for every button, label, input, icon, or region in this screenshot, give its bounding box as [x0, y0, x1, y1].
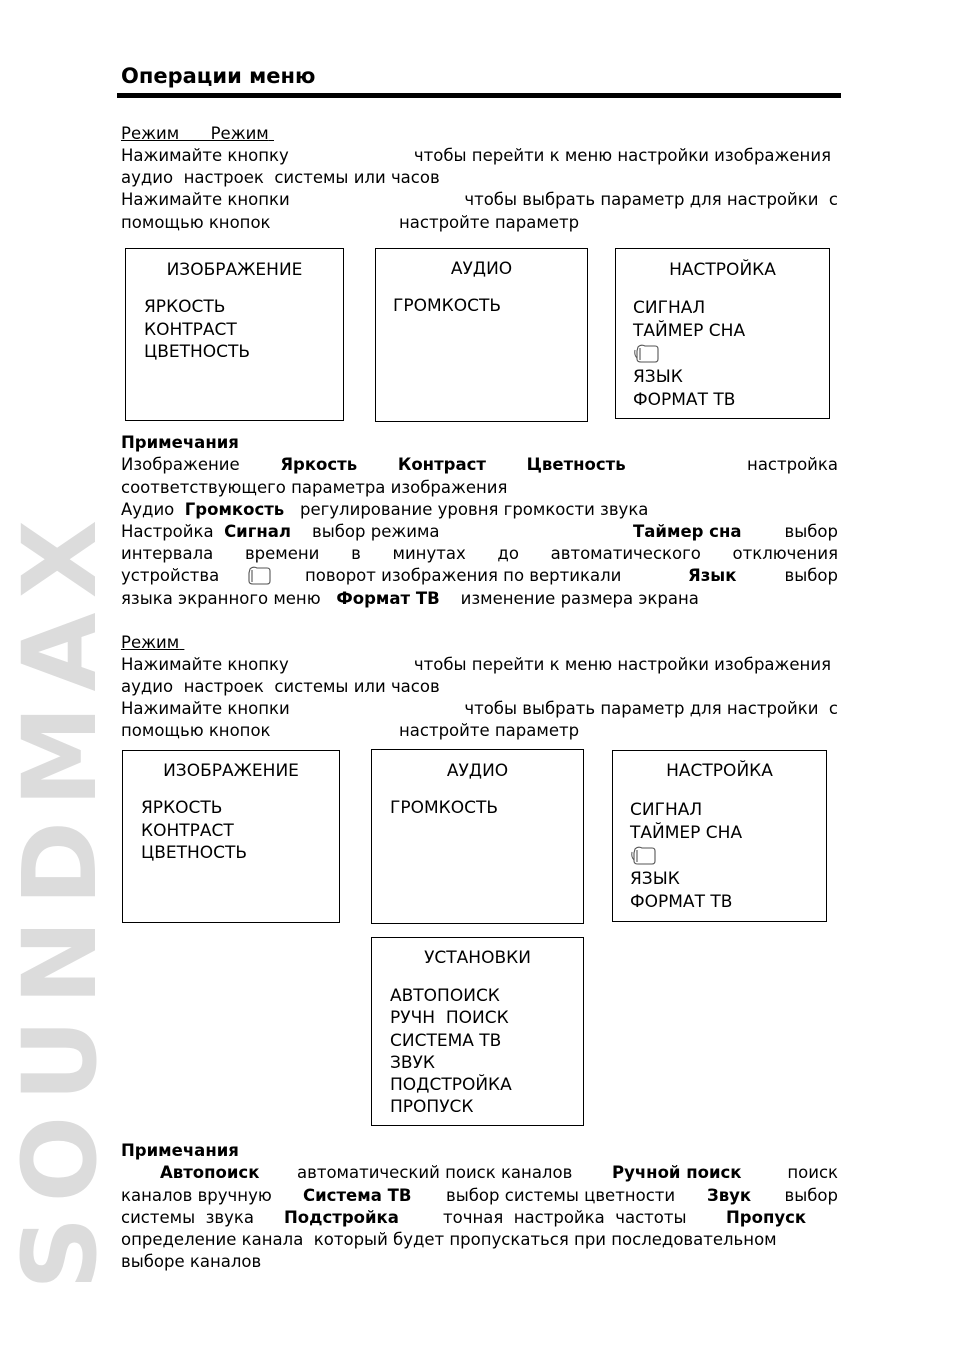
menu-item: КОНТРАСТ [141, 820, 234, 841]
menu-box-title: АУДИО [450, 259, 513, 279]
menu-box-title: НАСТРОЙКА [666, 761, 773, 781]
menu-item: ЯЗЫК [633, 367, 683, 387]
note-line: устройства поворот изображения по вертикали Язык выбор [121, 566, 838, 585]
menu-item: ЗВУК [390, 1052, 435, 1073]
instruction-line: Нажимайте кнопку чтобы перейти к меню настройки изображения [121, 655, 831, 674]
instruction-line: помощью кнопок настройте параметр [121, 213, 580, 232]
menu-item: ГРОМКОСТЬ [393, 296, 502, 316]
instruction-line: помощью кнопок настройте параметр [121, 721, 580, 740]
note-line: Аудио Громкость регулирование уровня громкости звука [121, 500, 649, 519]
menu-item: ЯЗЫК [630, 869, 680, 889]
note-line: языка экранного меню Формат ТВ изменение размера экрана [121, 589, 699, 608]
menu-box-settings [612, 750, 827, 922]
menu-box-title: АУДИО [446, 761, 509, 781]
menu-item: ЯРКОСТЬ [141, 798, 223, 818]
menu-item: СИГНАЛ [633, 298, 706, 318]
menu-item: ЦВЕТНОСТЬ [141, 843, 248, 863]
instruction-line: аудио настроек системы или часов [121, 168, 440, 187]
menu-item: КОНТРАСТ [144, 319, 237, 340]
note-line: Изображение Яркость Контраст Цветность настройка [121, 455, 838, 474]
note-line: каналов вручную Система ТВ выбор системы цветности Звук выбор [121, 1186, 838, 1205]
note-line: Настройка Сигнал выбор режима Таймер сна выбор [121, 522, 838, 541]
menu-item: ЦВЕТНОСТЬ [144, 342, 251, 362]
menu-item: ТАЙМЕР СНА [633, 320, 746, 341]
menu-box-audio [375, 248, 588, 422]
note-line: выборе каналов [121, 1252, 262, 1271]
brand-watermark: SOUNDMAX [1, 505, 120, 1290]
menu-item: ПРОПУСК [390, 1097, 474, 1118]
notes-heading: Примечания [121, 1141, 239, 1160]
menu-item: АВТОПОИСК [390, 986, 500, 1006]
mode-heading-1: Режим Режим [121, 124, 269, 143]
menu-box-title: НАСТРОЙКА [669, 260, 776, 280]
note-line: определение канала который будет пропускаться при последовательном [121, 1230, 777, 1249]
menu-item: СИГНАЛ [630, 800, 703, 820]
menu-item: ГРОМКОСТЬ [390, 798, 499, 818]
menu-box-title: УСТАНОВКИ [424, 948, 531, 968]
menu-box-title: ИЗОБРАЖЕНИЕ [166, 260, 303, 280]
note-line: соответствующего параметра изображения [121, 478, 508, 497]
menu-box-install [371, 937, 584, 1126]
notes-heading: Примечания [121, 433, 239, 452]
title-rule [117, 93, 841, 98]
instruction-line: Нажимайте кнопки чтобы выбрать параметр для настройки с [121, 699, 838, 718]
flip-icon [630, 844, 742, 868]
menu-item: ТАЙМЕР СНА [630, 822, 743, 843]
menu-box-image [125, 248, 344, 421]
menu-item: ФОРМАТ ТВ [633, 389, 736, 410]
page-title: Операции меню [121, 64, 316, 88]
flip-icon [245, 565, 271, 585]
flip-icon [633, 342, 745, 366]
menu-box-settings [615, 248, 830, 419]
instruction-line: Нажимайте кнопку чтобы перейти к меню настройки изображения [121, 146, 831, 165]
instruction-line: аудио настроек системы или часов [121, 677, 440, 696]
menu-item: ПОДСТРОЙКА [390, 1075, 512, 1096]
menu-item: СИСТЕМА ТВ [390, 1030, 502, 1051]
menu-item: РУЧН ПОИСК [390, 1008, 509, 1029]
note-line: интервала времени в минутах до автоматического отключения [121, 544, 838, 563]
note-line: системы звука Подстройка точная настройка частоты Пропуск [121, 1208, 807, 1227]
menu-item: ЯРКОСТЬ [144, 297, 226, 317]
menu-box-audio [371, 749, 584, 924]
instruction-line: Нажимайте кнопки чтобы выбрать параметр для настройки с [121, 190, 838, 209]
menu-box-title: ИЗОБРАЖЕНИЕ [163, 761, 299, 781]
menu-box-image [122, 750, 340, 923]
mode-heading-2: Режим [121, 633, 180, 652]
menu-item: ФОРМАТ ТВ [630, 891, 733, 912]
